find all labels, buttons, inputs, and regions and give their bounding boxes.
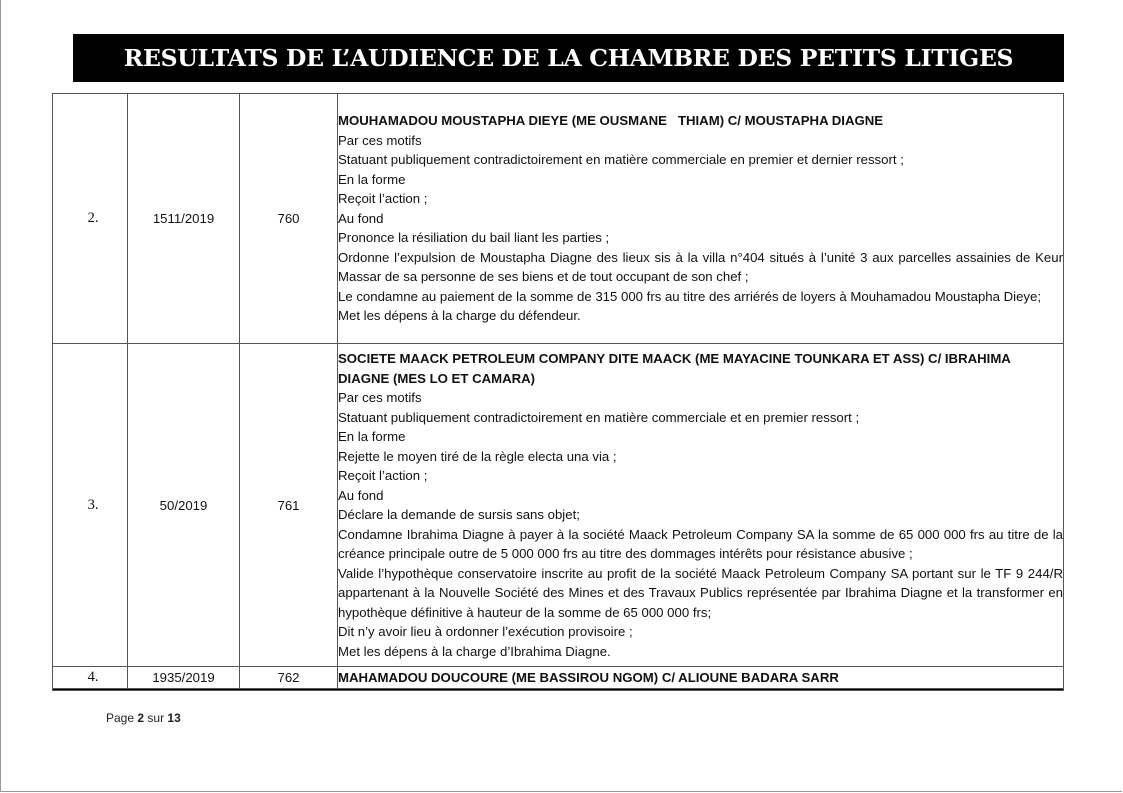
page-banner: [73, 34, 1064, 82]
case-parties: SOCIETE MAACK PETROLEUM COMPANY DITE MAACK (ME MAYACINE TOUNKARA ET ASS) C/ IBRAHIMA DIAGNE (MES LO ET CAMARA): [338, 351, 1015, 386]
case-number: 2.: [87, 210, 99, 226]
decision-line: Ordonne l’expulsion de Moustapha Diagne des lieux sis à la villa n°404 situés à l’unité 3 aux parcelles assainies de Keur Massar de sa personne de ses biens et de tout occupant de son chef ;: [338, 249, 1063, 285]
case-parties: MOUHAMADOU MOUSTAPHA DIEYE (ME OUSMANE THIAM) C/ MOUSTAPHA DIAGNE: [338, 113, 884, 129]
case-details: [338, 344, 1064, 667]
decision-line: Met les dépens à la charge d’Ibrahima Diagne.: [338, 643, 611, 659]
decision-line: Reçoit l’action ;: [338, 191, 428, 207]
case-code: 761: [240, 344, 338, 667]
footer-page-separator: sur: [147, 711, 165, 725]
case-reference: 1935/2019: [128, 667, 240, 689]
decision-line: Le condamne au paiement de la somme de 315 000 frs au titre des arriérés de loyers à Mouhamadou Moustapha Dieye;: [338, 288, 1042, 304]
footer-page-prefix: Page: [106, 711, 135, 725]
decision-line: Par ces motifs: [338, 132, 422, 148]
decision-line: Reçoit l’action ;: [338, 468, 428, 483]
case-number-cell: [53, 344, 128, 667]
decision-line: Prononce la résiliation du bail liant les parties ;: [338, 230, 610, 246]
table-row: [53, 94, 1064, 344]
decision-line: Au fond: [338, 210, 384, 226]
case-number-cell: [53, 667, 128, 689]
decision-line: Rejette le moyen tiré de la règle electa una via ;: [338, 448, 617, 464]
decision-line: Déclare la demande de sursis sans objet;: [338, 507, 580, 522]
decision-line: En la forme: [338, 171, 406, 187]
decision-line: Condamne Ibrahima Diagne à payer à la société Maack Petroleum Company SA la somme de 65 000 000 frs au titre de la créance principale outre de 5 000 000 frs au titre des dommages intérêts pour résistance abusive ;: [338, 526, 1063, 561]
case-reference: 50/2019: [128, 344, 240, 667]
decision-line: Dit n’y avoir lieu à ordonner l’exécution provisoire ;: [338, 624, 633, 639]
decision-line: Valide l’hypothèque conservatoire inscrite au profit de la société Maack Petroleum Company SA portant sur le TF 9 244/R appartenant à la Nouvelle Société des Mines et des Travaux Publics représentée par Ibrahima Diagne et la transformer en hypothèque définitive à hauteur de la somme de 65 000 000 frs;: [338, 565, 1063, 620]
case-parties: MAHAMADOU DOUCOURE (ME BASSIROU NGOM) C/ ALIOUNE BADARA SARR: [338, 670, 839, 685]
case-code: 762: [240, 667, 338, 689]
decision-text: [338, 131, 1063, 326]
decision-line: Statuant publiquement contradictoirement en matière commerciale en premier et dernier ressort ;: [338, 152, 904, 168]
table-row: [53, 667, 1064, 689]
case-details: [338, 667, 1064, 689]
decision-line: Par ces motifs: [338, 390, 422, 405]
decision-line: En la forme: [338, 429, 406, 444]
page-title: RESULTATS DE L’AUDIENCE DE LA CHAMBRE DES PETITS LITIGES: [123, 44, 1014, 72]
table-row: [53, 344, 1064, 667]
table-bottom-rule: [53, 688, 1064, 690]
case-number: 3.: [87, 496, 99, 513]
case-number-cell: [53, 94, 128, 344]
decision-line: Au fond: [338, 487, 384, 503]
case-number: 4.: [87, 668, 99, 685]
case-details: [338, 94, 1064, 344]
case-reference: 1511/2019: [128, 94, 240, 344]
case-code: 760: [240, 94, 338, 344]
page-footer: [106, 711, 181, 725]
decision-line: Statuant publiquement contradictoirement en matière commerciale et en premier ressort ;: [338, 409, 860, 425]
decision-text: [338, 388, 1063, 661]
decision-line: Met les dépens à la charge du défendeur.: [338, 308, 581, 324]
footer-page-total: 13: [167, 711, 181, 725]
results-table: [52, 93, 1064, 691]
footer-page-current: 2: [137, 711, 145, 725]
